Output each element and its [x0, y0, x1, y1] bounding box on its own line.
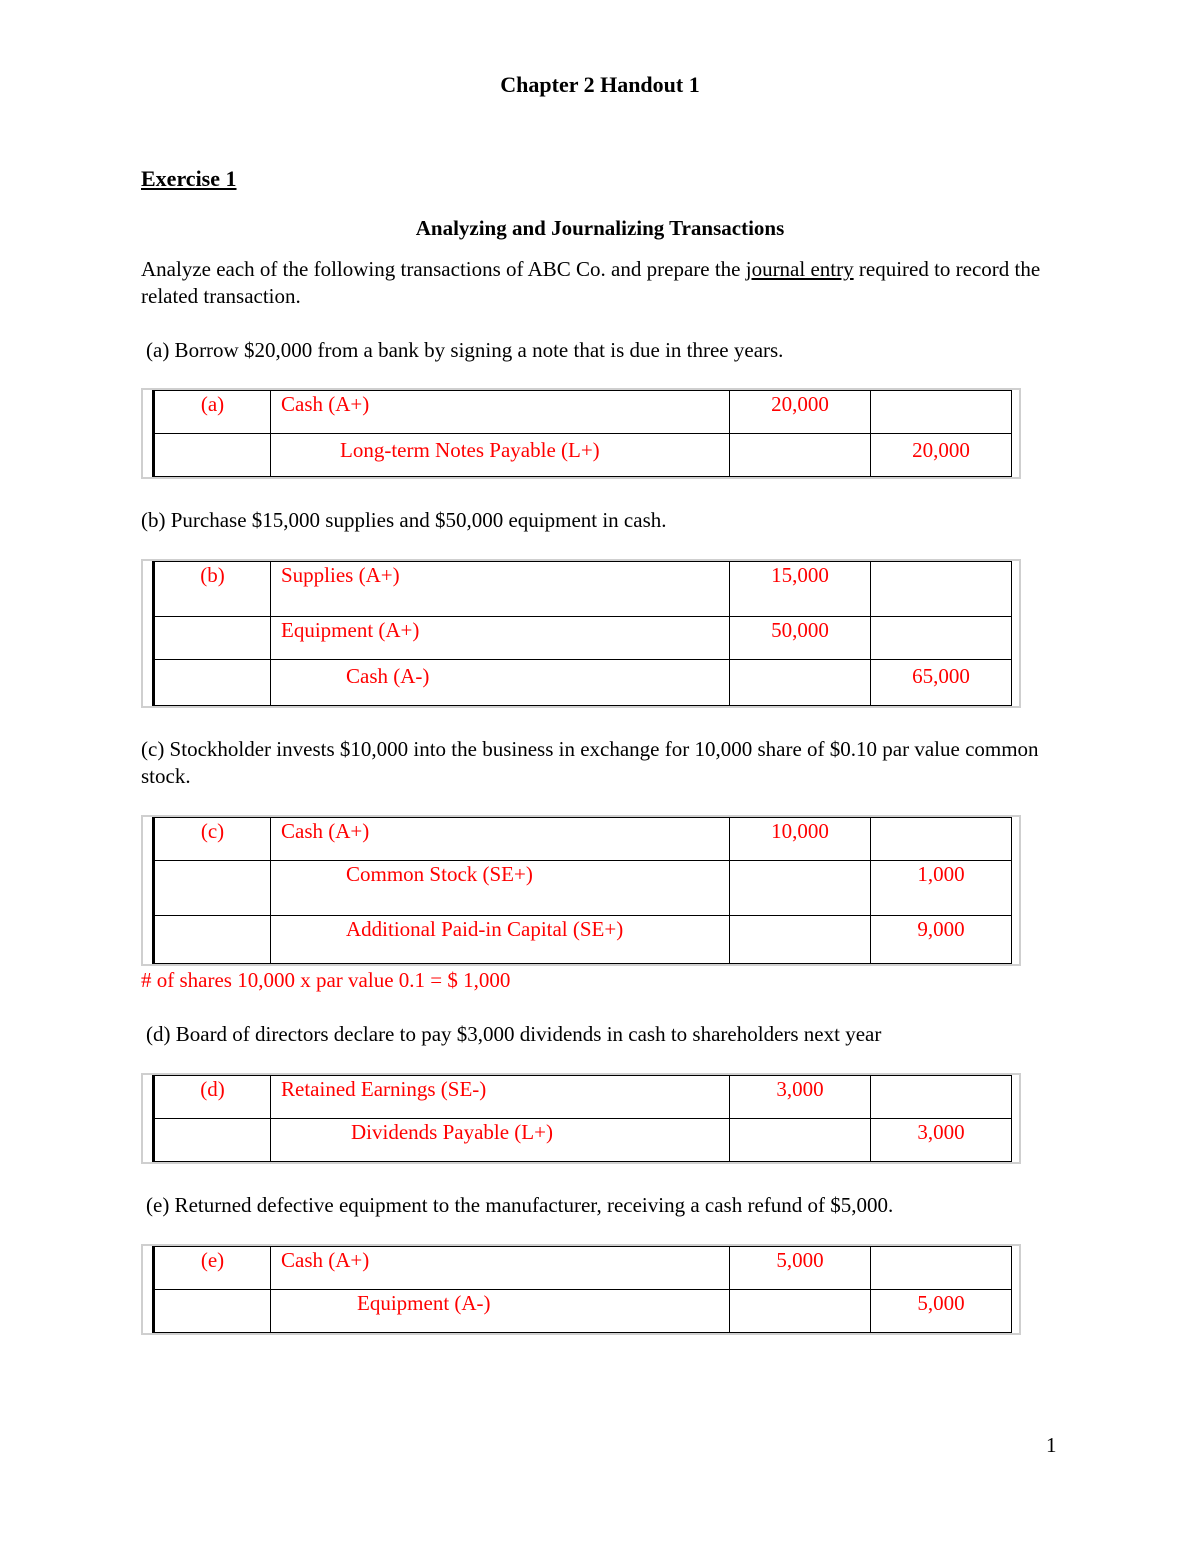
debit-amount [730, 1290, 871, 1333]
exercise-heading: Exercise 1 [141, 166, 237, 191]
entry-label: (b) [154, 562, 271, 617]
debit-amount [730, 434, 871, 477]
credit-account: Dividends Payable (L+) [351, 1120, 553, 1144]
journal-table-e [152, 1246, 1012, 1333]
credit-amount: 5,000 [871, 1290, 1012, 1333]
journal-entry-a [141, 388, 1021, 479]
table-row [154, 818, 1012, 861]
debit-amount: 3,000 [730, 1076, 871, 1119]
entry-label: (e) [154, 1247, 271, 1290]
table-row [154, 562, 1012, 617]
table-row [154, 434, 1012, 477]
entry-label: (a) [154, 391, 271, 434]
page-number: 1 [1046, 1433, 1057, 1457]
instructions-text-after: required to record the related transaction. [141, 257, 1041, 308]
entry-label [154, 617, 271, 660]
debit-amount [730, 861, 871, 916]
journal-entry-term: journal entry [745, 257, 854, 281]
table-row [154, 1076, 1012, 1119]
entry-label [154, 434, 271, 477]
credit-amount [871, 617, 1012, 660]
journal-table-b [152, 561, 1012, 706]
transaction-a-prompt: (a) Borrow $20,000 from a bank by signing a note that is due in three years. [146, 338, 784, 362]
journal-entry-b [141, 559, 1021, 708]
credit-amount [871, 391, 1012, 434]
entry-label [154, 1290, 271, 1333]
credit-account: Common Stock (SE+) [346, 862, 533, 886]
journal-table-a [152, 390, 1012, 477]
credit-account: Long-term Notes Payable (L+) [340, 438, 600, 462]
table-row [154, 1290, 1012, 1333]
entry-label [154, 916, 271, 964]
transaction-b-prompt: (b) Purchase $15,000 supplies and $50,000 equipment in cash. [141, 508, 667, 532]
credit-amount: 20,000 [871, 434, 1012, 477]
debit-account: Cash (A+) [281, 392, 370, 416]
debit-account: Supplies (A+) [281, 563, 400, 587]
entry-label: (d) [154, 1076, 271, 1119]
debit-amount [730, 916, 871, 964]
exercise-subtitle: Analyzing and Journalizing Transactions [415, 216, 785, 240]
credit-amount [871, 562, 1012, 617]
debit-account: Cash (A+) [281, 819, 370, 843]
journal-entry-d [141, 1073, 1021, 1164]
debit-account: Retained Earnings (SE-) [281, 1077, 487, 1101]
credit-account: Equipment (A-) [357, 1291, 491, 1315]
credit-amount: 3,000 [871, 1119, 1012, 1162]
debit-amount: 15,000 [730, 562, 871, 617]
debit-amount: 10,000 [730, 818, 871, 861]
credit-account: Additional Paid-in Capital (SE+) [346, 917, 624, 941]
credit-amount [871, 818, 1012, 861]
instructions [141, 256, 1081, 310]
table-row [154, 861, 1012, 916]
table-row [154, 1247, 1012, 1290]
debit-account: Cash (A+) [281, 1248, 370, 1272]
credit-amount [871, 1247, 1012, 1290]
debit-amount [730, 660, 871, 706]
transaction-d-prompt: (d) Board of directors declare to pay $3,000 dividends in cash to shareholders next year [146, 1022, 882, 1046]
journal-entry-e [141, 1244, 1021, 1335]
journal-entry-c [141, 815, 1021, 966]
journal-table-d [152, 1075, 1012, 1162]
entry-label [154, 660, 271, 706]
table-row [154, 391, 1012, 434]
entry-label [154, 861, 271, 916]
credit-account: Cash (A-) [346, 664, 430, 688]
debit-amount: 5,000 [730, 1247, 871, 1290]
credit-amount: 1,000 [871, 861, 1012, 916]
transaction-c-prompt: (c) Stockholder invests $10,000 into the business in exchange for 10,000 share of $0.10 par value common stock. [141, 737, 1039, 788]
debit-amount: 20,000 [730, 391, 871, 434]
journal-table-c [152, 817, 1012, 964]
table-row [154, 660, 1012, 706]
page-title: Chapter 2 Handout 1 [500, 72, 700, 97]
entry-label [154, 1119, 271, 1162]
entry-label: (c) [154, 818, 271, 861]
debit-amount [730, 1119, 871, 1162]
table-row [154, 617, 1012, 660]
transaction-e-prompt: (e) Returned defective equipment to the manufacturer, receiving a cash refund of $5,000. [146, 1193, 894, 1217]
credit-amount: 9,000 [871, 916, 1012, 964]
credit-amount: 65,000 [871, 660, 1012, 706]
table-row [154, 916, 1012, 964]
table-row [154, 1119, 1012, 1162]
debit-amount: 50,000 [730, 617, 871, 660]
debit-account: Equipment (A+) [281, 618, 420, 642]
credit-amount [871, 1076, 1012, 1119]
instructions-text-before: Analyze each of the following transactions of ABC Co. and prepare the [141, 257, 746, 281]
shares-calculation-note: # of shares 10,000 x par value 0.1 = $ 1,000 [141, 968, 511, 992]
